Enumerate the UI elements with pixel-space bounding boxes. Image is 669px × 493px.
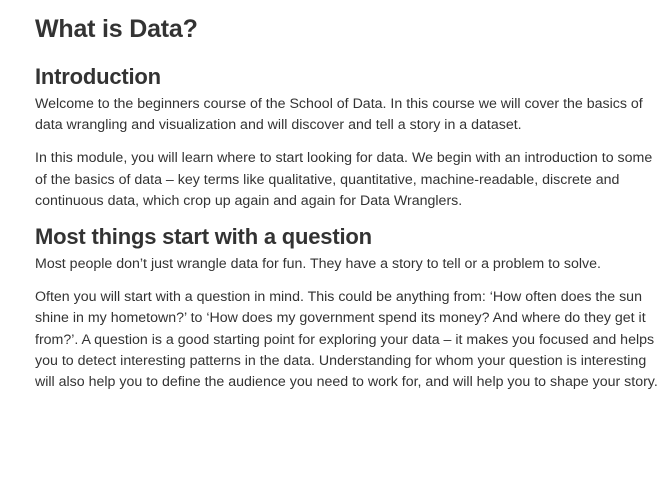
section-question <box>35 224 659 393</box>
introduction-paragraph-2: In this module, you will learn where to start looking for data. We begin with an introduction to some of the basics of data – key terms like qualitative, quantitative, machine-readable, discrete and continuous data, which crop up again and again for Data Wranglers. <box>35 150 653 209</box>
introduction-paragraph-1: Welcome to the beginners course of the School of Data. In this course we will cover the basics of data wrangling and visualization and will discover and tell a story in a dataset. <box>35 96 643 134</box>
section-introduction <box>35 64 659 212</box>
section-heading-introduction: Introduction <box>35 64 161 89</box>
page-title: What is Data? <box>35 15 198 43</box>
question-paragraph-2: Often you will start with a question in mind. This could be anything from: ‘How often does the sun shine in my hometown?’ to ‘How does my government spend its money? And where do they get it from?’. A question is a good starting point for exploring your data – it makes you focused and helps you to detect interesting patterns in the data. Understanding for whom your question is interesting will also help you to define the audience you need to work for, and will help you to shape your story. <box>35 289 658 391</box>
section-heading-question: Most things start with a question <box>35 224 372 250</box>
question-paragraph-1: Most people don’t just wrangle data for fun. They have a story to tell or a problem to solve. <box>35 256 601 273</box>
